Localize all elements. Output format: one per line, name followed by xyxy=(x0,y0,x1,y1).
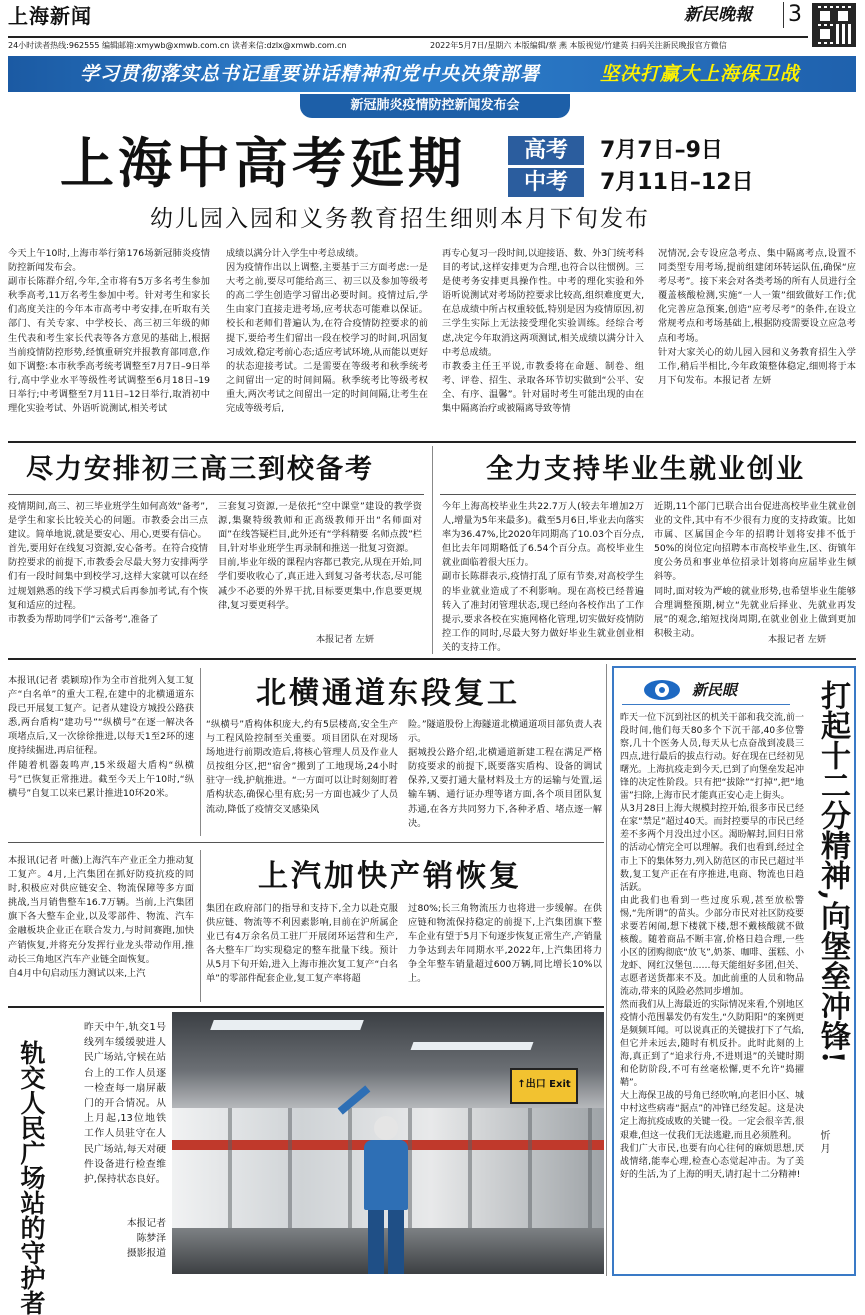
photo-vertical-title: 轨交人民广场站的守护者 xyxy=(17,1040,46,1315)
contact-line: 24小时读者热线:962555 编辑邮箱:xmywb@xmwb.com.cn 读者来信:dzlx@xmwb.com.cn xyxy=(8,41,347,50)
page-number: 3 xyxy=(783,2,802,28)
column-author: 忻 月 xyxy=(818,1130,829,1154)
lead-col-3: 再专心复习一段时间,以迎接语、数、外3门统考科目的考试,这样安排更为合理,也符合以往惯例。三是使考务安排更具操作性。中考的理化实验和外语听说测试对考场防控要求比较高,组织难度更大,在总成绩中所占权重较低,特别是因为疫情原因,初三学生实际上无法接受理化实验训练。经综合考虑,决定今年取消这两项测试,相关成绩以满分计入中考总成绩。 市教委主任王平说,市教委将在命题、制卷、组考、评卷、招生、录取各环节切实做到“公平、安全、有序、温馨”。针对届时考生可能出现的由在集中隔离治疗或被隔离导致等情 xyxy=(442,248,644,415)
story5-headline: 上汽加快产销恢复 xyxy=(258,859,522,894)
arrow-up-icon: ↑ xyxy=(517,1079,526,1090)
photo-caption: 昨天中午,轨交1号线列车缓缓驶进人民广场站,守候在站台上的工作人员逐一检查每一扇屏蔽门的开合情况。从上月起,13位地铁工作人员驻守在人民广场站,每天对硬件设备进行检查维护,保持状态良好。 xyxy=(84,1022,166,1186)
zhongkao-date: 7月11日–12日 xyxy=(600,170,754,195)
column-body: 昨天一位下沉到社区的机关干部和我交流,前一段时间,他们每天80多个下沉干部,40多位警察,几十个医务人员,每天从七点奋战到凌晨三四点,进行最后的拔点行动。好在现在已经初见曙光。上海抗疫走到今天,已到了向堡垒发起冲锋的决定性阶段。只有把“拔除”“打掉”,把“地雷”扫除,上海市民才能真正安心走上街头。 从3月28日上海大规模封控开始,很多市民已经在家“禁足”超过40天。而封控要早的市民已经差不多两个月没出过小区。渴盼解封,回归日常的活动心情完全可以理解。我们也看到,经过全市上下的集体努力,列入防范区的市民已超过半数,复工复产正在有序推进,电商、物流也日趋活跃。 由此我们也看到一些过度乐观,甚至放松警惕,“先所谓”的苗头。少部分市民对社区防疫要求要若闲闹,想下楼就下楼,想不戴核酸就不做核酸。随着商品不断丰富,价格日趋合理,一些小区的团购彻底“放飞”,奶茶、咖啡、蛋糕、小龙虾、网红汉堡包……每天能组好多团,但关、志愿者送货都来不及。加此前重的人员和物品流动,带来的风险必然同步增加。 然而我们从上海最近的实际情况来看,个别地区疫情小范围暴发仍有发生,“久防阳阳”的案例更是频频耳闻。可以说真正的关键拔打下了气焰,但它并未远去,随时有机反扑。此时此刻的上海,真正到了“追求行舟,不进则退”的关键时期和伦防阶段,不可有丝毫松懈,更不允许“捣擢鞘”。 大上海保卫战的号角已经吹响,向老旧小区、城中村这些病毒“据点”的冲锋已经发起。这是决定上海抗疫成败的关键一役。一定会很辛苦,很艰难,但这一仗我们无法逃避,而且必须胜利。 我们广大市民,也要有向心往何的麻烦思想,厌战情绪,能奉心理,检查心态觉起冲击。为了美好的生活,为了上海的明天,请打起十二分精神! xyxy=(620,713,804,1180)
metro-photo xyxy=(172,1012,604,1274)
story3-headline: 全力支持毕业生就业创业 xyxy=(486,454,805,485)
column-headline: 打起十二分精神,向堡垒冲锋! xyxy=(815,680,850,1064)
ceiling-light xyxy=(210,1020,364,1030)
story2-headline: 尽力安排初三高三到校备考 xyxy=(26,454,374,485)
exit-sign: ↑出口 Exit xyxy=(510,1068,578,1104)
lead-col-4: 况情况,会专设应急考点、集中隔离考点,设置不同类型专用考场,提前组建闭环转运队伍,确保“应考尽考”。接下来会对各类考场的所有人员进行全覆盖核酸检测,实施“一人一策”细致做好工作;优化完善应急预案,创造“应考尽考”的条件,在设立常规考点和考场基础上,根据防疫需要设立应急考点和考场。 针对大家关心的幼儿园入园和义务教育招生入学工作,稍后半相比,今年政策整体稳定,细则将于本月下旬发布。本报记者 左妍 xyxy=(658,248,856,386)
zhongkao-label: 中考 xyxy=(508,168,584,197)
story5-col-3: 过80%;长三角物流压力也将进一步缓解。在供应链和物流保持稳定的前提下,上汽集团旗下整车企业有望于5月下旬逐步恢复正常生产,产销量力争达到去年同期水平,2022年,上汽集团将力争全年整车销量超过600万辆,同比增长10%以上。 xyxy=(408,903,602,985)
story4-headline: 北横通道东段复工 xyxy=(256,676,520,711)
date-editor-line: 2022年5月7日/星期六 本版编辑/蔡 燕 本版视觉/竹建英 扫码关注新民晚报官方微信 xyxy=(430,41,727,50)
story3-col-1: 今年上海高校毕业生共22.7万人(较去年增加2万人,增量为5年来最多)。截至5月6日,毕业去向落实率为36.47%,比2020年同期高了10.03个百分点,但比去年同期略低了6.54个百分点。高校毕业生就业面临着很大压力。 副市长陈群表示,疫情打乱了原有节奏,对高校学生的毕业就业造成了不利影响。现在高校已经普遍转入了准封闭管理状态,现已经向各校作出了工作提示,要求各校在实施网格化管理,切实做好疫情防控工作的同时,尽最大努力做好毕业生就业创业相关的支持工作。 xyxy=(442,501,644,653)
column-badge xyxy=(622,676,790,705)
story3-col-2: 近期,11个部门已联合出台促进高校毕业生就业创业的文件,其中有不少很有力度的支持政策。比如市属、区属国企今年的招聘计划将安排不低于50%的岗位定向招聘本市高校毕业生,区、街镇年度公务员和事业单位招录计划将向应届毕业生倾斜等。 同时,面对较为严峻的就业形势,也希望毕业生能够合理调整预期,树立“先就业后择业、先就业再发展”的观念,缩短找岗周期,在就业创业上做到更加积极主动。 xyxy=(654,501,856,639)
gaokao-date: 7月7日–9日 xyxy=(600,138,723,163)
eye-icon xyxy=(644,680,680,700)
column-badge-label: 新民眼 xyxy=(692,681,738,699)
story5-col-1: 本报讯(记者 叶薇)上海汽车产业正全力推动复工复产。4月,上汽集团在抓好防疫抗疫的同时,积极应对供应链安全、物流保障等多方面挑战,当月销售整车16.7万辆。当前,上汽集团旗下各大整车企业,以及零部件、物流、汽车金融板块企业正在联合发力,与时间赛跑,加快产销恢复,并将充分发挥行业龙头带动作用,推动长三角地区汽车产业链全面恢复。 自4月中旬启动压力测试以来,上汽 xyxy=(8,855,194,979)
qr-code[interactable] xyxy=(812,3,856,47)
top-banner xyxy=(8,56,856,92)
story4-col-1: 本报讯(记者 裘颖琼)作为全市首批列入复工复产“白名单”的重大工程,在建中的北横通道东段已开展复工复产。记者从建设方城投公路获悉,两台盾构“建功号”“纵横号”在逐一解决各项堵点后,又一次徐徐推进,以每天1至2环的速度持续掘进,再启征程。 伴随着机器轰鸣声,15米级超大盾构“纵横号”已恢复正常推进。截至今天上午10时,“纵横号”自复工以来已累计推进10环20米。 xyxy=(8,675,194,799)
worker-figure xyxy=(360,1116,412,1274)
lead-col-1: 今天上午10时,上海市举行第176场新冠肺炎疫情防控新闻发布会。 副市长陈群介绍,今年,全市将有5万多名考生参加秋季高考,11万名考生参加中考。针对考生和家长们高度关注的今年本市高考中考安排,在听取有关部门、有关专家、中学校长、高三初三年级的师生代表和考生家长代表等各方意见的基础上,根据当前疫情防控形势,经慎重研究并报教育部同意,作如下调整:本市秋季高考统考调整至7月7日–9日举行,高中学业水平等级性考试调整至6月18日–19日举行;中考调整至7月11日–12日举行,取消初中理化实验考试、外语听说测试,相关考试 xyxy=(8,248,210,415)
story2-col-2: 三套复习资源,一是依托“空中课堂”建设的教学资源,集聚特级教师和正高级教师开出“名师面对面”在线答疑栏目,此外还有“学科精要 名师点拨”栏目,针对毕业班学生再录制和推送一批复习资源。 目前,毕业年级的课程内容都已教完,从现在开始,同学们要收收心了,真正进入到复习备考状态,尽可能减少不必要的外界干扰,目标要更集中,作息要更规律,复习要更科学。 xyxy=(218,501,422,611)
zhongkao-row xyxy=(508,168,838,198)
gaokao-row xyxy=(508,136,838,166)
story4-col-2: “纵横号”盾构体积庞大,约有5层楼高,安全生产与工程风险控制至关重要。项目团队在对现场场地进行前期改造后,将核心管理人员及作业人员按组分区,把“宿舍”搬到了工地现场,24小时驻守一线,护航推进。“一方面可以让时刻刻盯着盾构状态,确保心里有底;另一方面也减少了人员流动,降低了疫情交叉感染风 xyxy=(206,719,398,815)
story2-col-1: 疫情期间,高三、初三毕业班学生如何高效“备考”,是学生和家长比较关心的问题。市教委会出三点建议。简单地说,就是要安心、用心,更要有信心。 首先,要用好在线复习资源,安心备考。在符合疫情防控要求的前提下,市教委会尽最大努力安排两学们有一段时间集中到校学习,这样大家就可以在经过规划熟悉的线下学习模式后再参加考试,有个恢复和适应的过程。 市教委为帮助同学们“云备考”,准备了 xyxy=(8,501,208,625)
story4-col-3: 险。”隧道股份上海隧道北横通道项目部负责人表示。 据城投公路介绍,北横通道新建工程在满足严格防疫要求的前提下,既要落实盾构、设备的调试保养,又要打通大量材料及土方的运输与处置,运输车辆、通行证办理等诸方面,各个项目团队复苏通,在各方共同努力下,各种矛盾、堵点逐一解决。 xyxy=(408,719,602,829)
lead-headline: 上海中高考延期 xyxy=(60,131,466,195)
gaokao-label: 高考 xyxy=(508,136,584,165)
newspaper-logo: 新民晚報 xyxy=(684,5,752,25)
banner-right-text: 坚决打赢大上海保卫战 xyxy=(600,63,801,85)
story2-byline: 本报记者 左妍 xyxy=(316,634,375,645)
banner-left-text: 学习贯彻落实总书记重要讲话精神和党中央决策部署 xyxy=(80,63,541,85)
story5-col-2: 集团在政府部门的指导和支持下,全力以赴克服供应链、物流等不利因素影响,目前在沪所属企业已有4万余名员工驻厂开展闭环运营和生产,各大整车厂均实现稳定的整车批量下线。预计从5月下旬开始,进入上海市推次复工复产“白名单”的零部件配套企业,复工复产率将超 xyxy=(206,903,398,985)
exam-date-box xyxy=(508,136,838,198)
story3-byline: 本报记者 左妍 xyxy=(768,634,827,645)
photo-credit: 本报记者 陈梦泽 摄影报道 xyxy=(126,1218,166,1259)
lead-col-2: 成绩以满分计入学生中考总成绩。 因为疫情作出以上调整,主要基于三方面考虑:一是大考之前,要尽可能给高三、初三以及参加等级考的高二学生创造学习留出必要时间。疫情过后,学生由家门直接走进考场,应考状态可能难以保证。校长和老师们普遍认为,在符合疫情防控要求的前提下,要给考生们留出一段在校学习的时间,巩固复习成效,稳定考前心态;适应考试环境,从而能以更好的状态迎接考试。二是需要在等级考和秋季统考之间留出一定的时间间隔。秋季统考比等级考权重大,两次考试之间留出一定的时间间隔,让考生在完成等级考后, xyxy=(226,248,428,415)
press-conference-tag: 新冠肺炎疫情防控新闻发布会 xyxy=(300,94,570,118)
lead-subhead: 幼儿园入园和义务教育招生细则本月下旬发布 xyxy=(150,206,650,232)
ceiling-light xyxy=(411,1042,534,1050)
section-title: 上海新闻 xyxy=(8,4,92,28)
